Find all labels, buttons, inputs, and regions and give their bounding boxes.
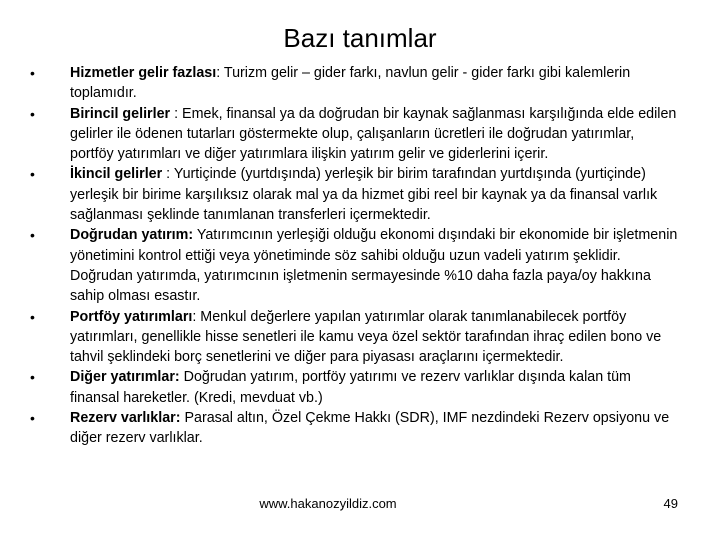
bullet-icon: • (30, 65, 35, 81)
definition-term: Doğrudan yatırım: (70, 227, 194, 244)
definition-item (30, 367, 680, 408)
bullet-icon: • (30, 166, 35, 183)
definition-text: Yatırımcının yerleşiği olduğu ekonomi dışındaki bir ekonomide bir işletmenin yönetimini kontrol ettiği veya yönetiminde söz sahibi olduğu uzun vadeli yatırım şeklidir. Doğrudan yatırımda, yatırımcının işletmenin sermayesinde %10 daha fazla paya/oy hakkına sahip olması esastır. (70, 227, 678, 305)
bullet-icon: • (30, 410, 35, 427)
definition-item (30, 408, 680, 449)
bullet-icon: • (30, 369, 35, 386)
definition-term: Portföy yatırımları (70, 308, 193, 325)
definition-term: Diğer yatırımlar: (70, 369, 180, 386)
definition-item (30, 225, 680, 306)
definition-item (30, 63, 680, 104)
definition-item (30, 164, 680, 225)
bullet-icon: • (30, 308, 35, 325)
page-number: 49 (663, 496, 678, 511)
definition-term: Rezerv varlıklar: (70, 410, 181, 427)
definition-term: Hizmetler gelir fazlası (70, 65, 217, 81)
definition-text: Doğrudan yatırım, portföy yatırımı ve rezerv varlıklar dışında kalan tüm finansal hareketler. (Kredi, mevduat vb.) (70, 369, 631, 406)
bullet-icon: • (30, 227, 35, 244)
definition-text: Parasal altın, Özel Çekme Hakkı (SDR), IMF nezdindeki Rezerv opsiyonu ve diğer rezerv varlıklar. (70, 410, 670, 447)
definition-term: İkincil gelirler (70, 166, 163, 183)
definition-text: : Turizm gelir – gider farkı, navlun gelir - gider farkı gibi kalemlerin toplamıdır. (70, 65, 631, 102)
definition-item (30, 307, 680, 368)
bullet-icon: • (30, 105, 35, 122)
slide-title: Bazı tanımlar (283, 23, 437, 53)
definition-list (30, 63, 680, 449)
definition-text: : Yurtiçinde (yurtdışında) yerleşik bir birim tarafından yurtdışında (yurtiçinde) yerleşik bir birime karşılıksız olarak mal ya da hizmet gibi reel bir kaynak ya da finansal varlık sağlanması şeklinde tanımlanan transferleri içermektedir. (70, 166, 658, 224)
footer-url: www.hakanozyildiz.com (259, 496, 397, 511)
definition-text: : Emek, finansal ya da doğrudan bir kaynak sağlanması karşılığında elde edilen gelirler ile ödenen tutarları göstermekte olup, çalışanların ücretleri ile doğrudan yatırımlar, portföy yatırımları ve diğer yatırımlara ilişkin yatırım gelir ve giderlerini içerir. (70, 105, 677, 163)
definition-term: Birincil gelirler (70, 105, 171, 122)
definition-item (30, 104, 680, 165)
definition-text: : Menkul değerlere yapılan yatırımlar olarak tanımlanabilecek portföy yatırımları, genellikle hisse senetleri ile kamu veya özel sektör tarafından ihraç edilen bono ve tahvil şeklindeki borç senetlerini ve diğer para piyasası araçlarını içermektedir. (70, 308, 662, 366)
